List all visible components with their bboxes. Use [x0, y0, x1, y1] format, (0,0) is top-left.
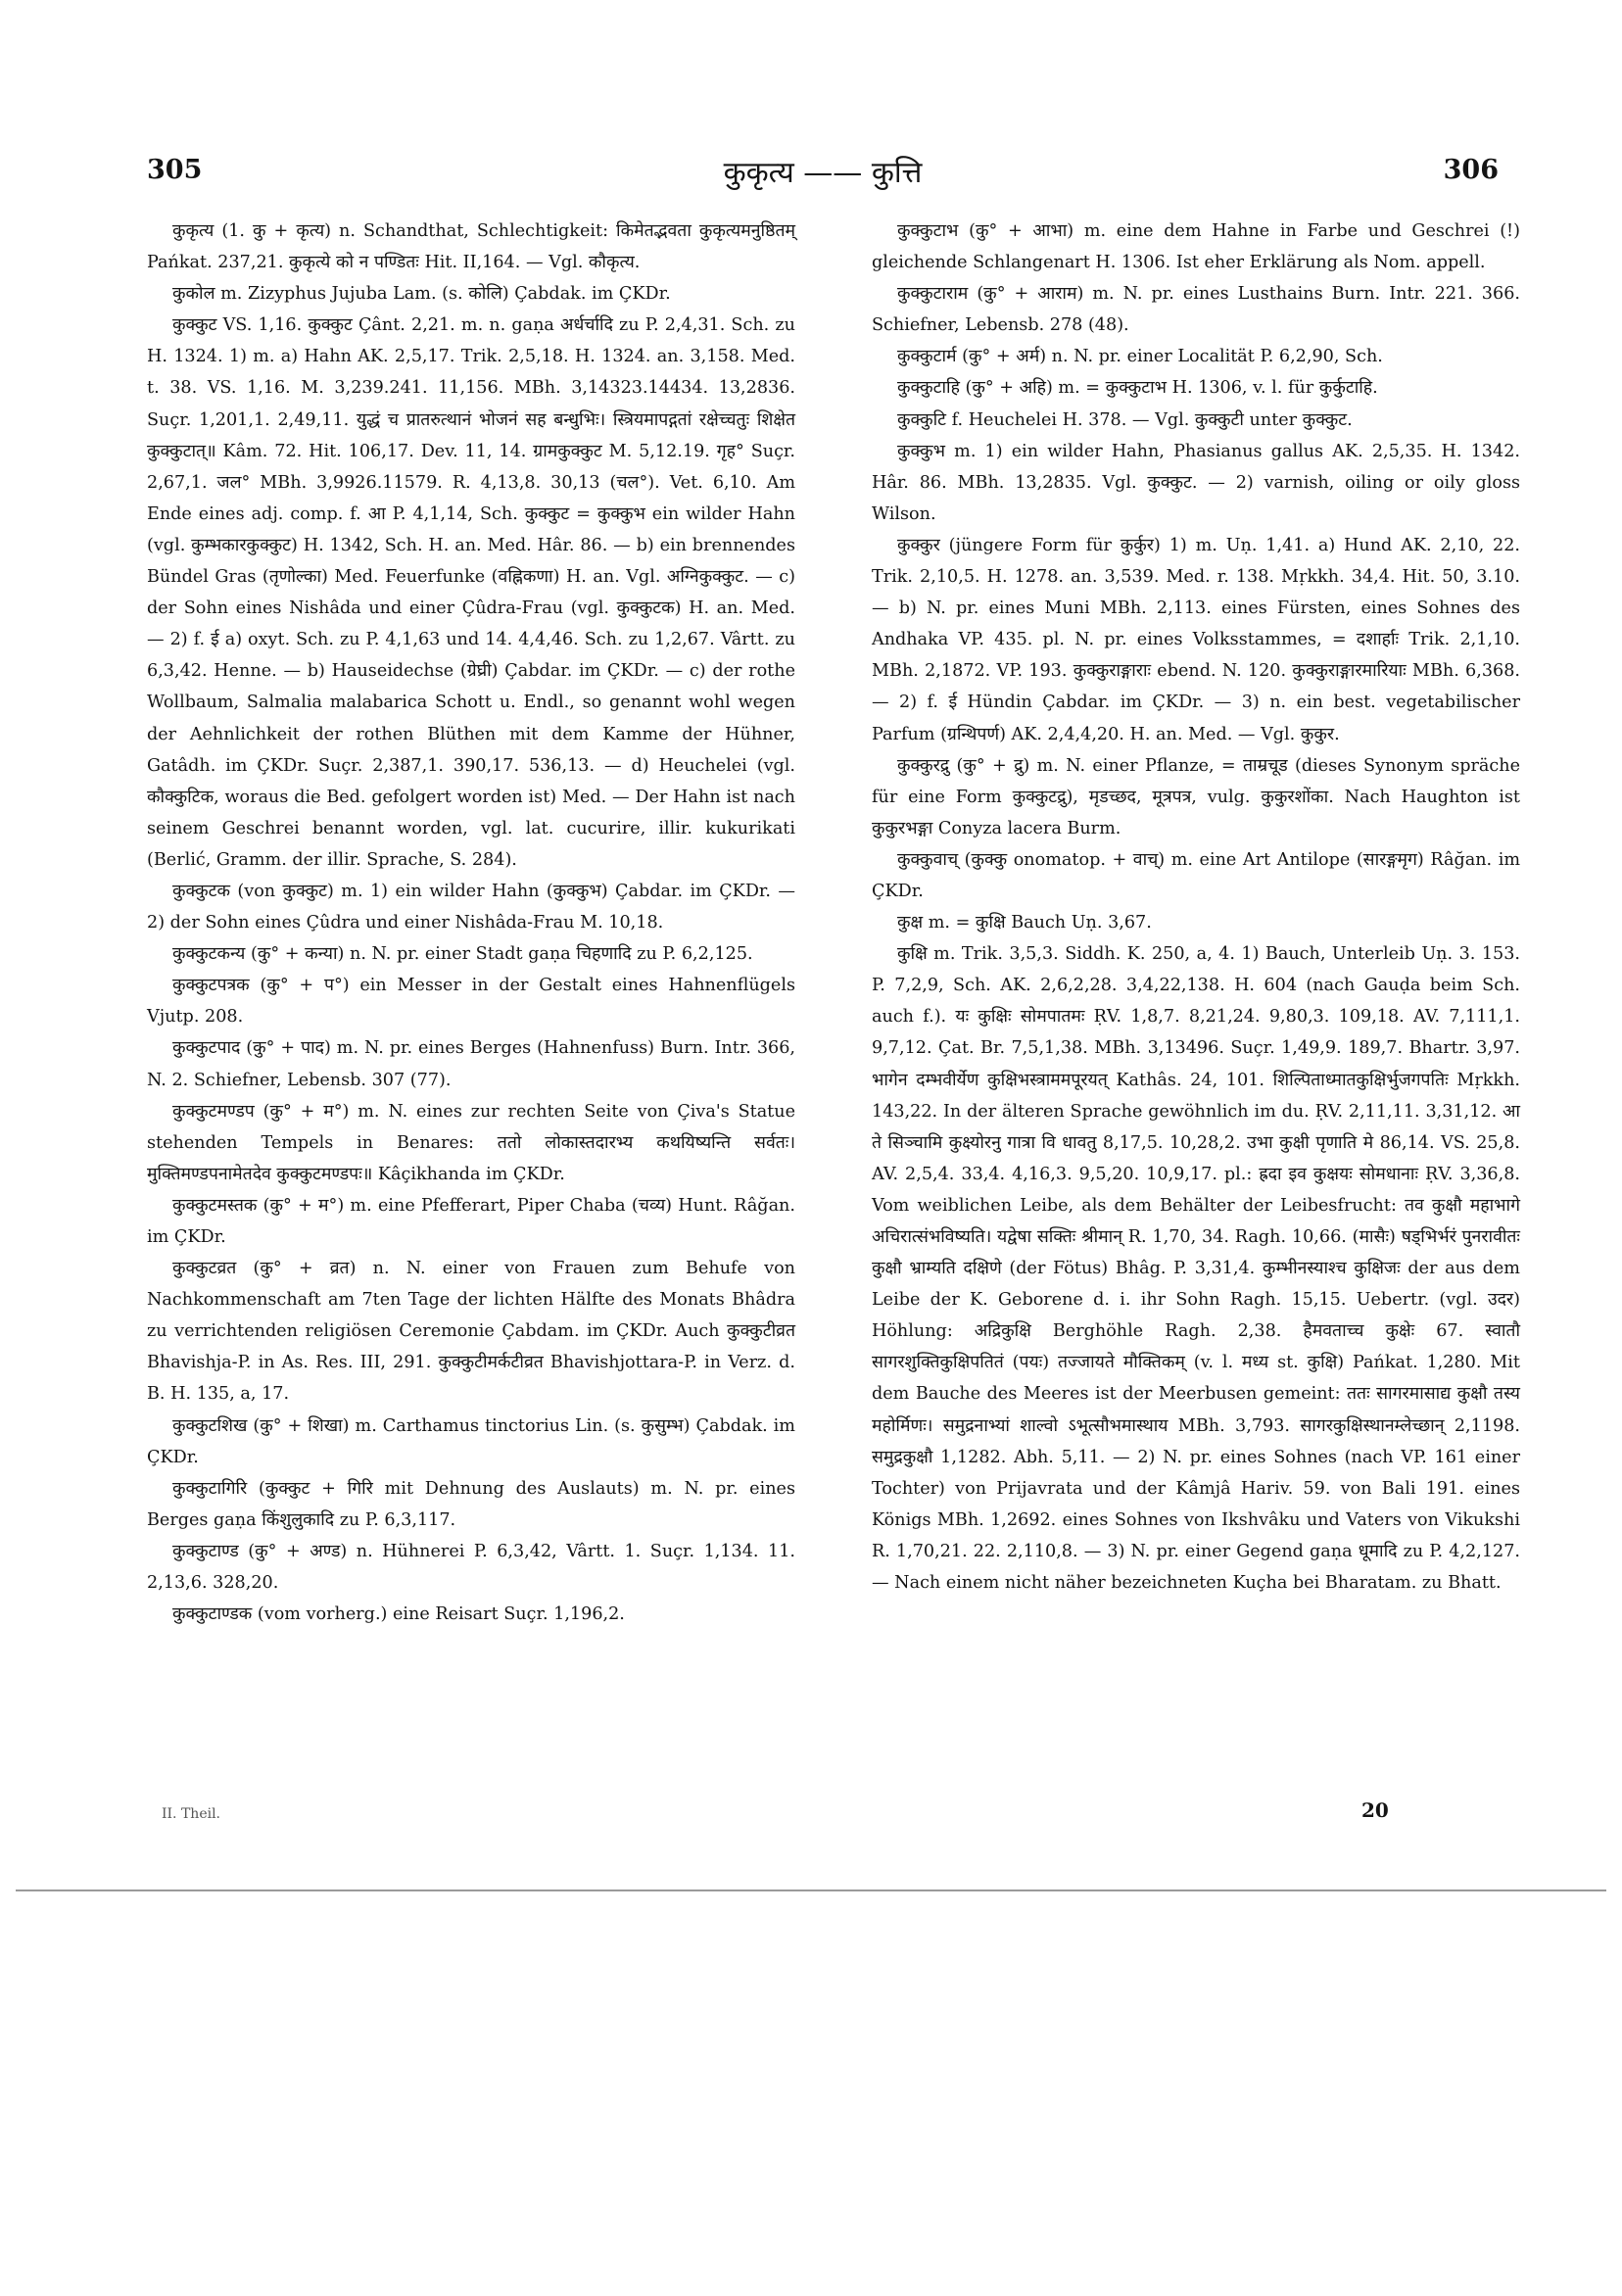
page-header — [147, 155, 1499, 194]
dictionary-entry: कुकोल m. Zizyphus Jujuba Lam. (s. कोलि) Çabdak. im ÇKDr. — [172, 284, 671, 305]
dictionary-entry: कुक्ष m. = कुक्षि Bauch Uṇ. 3,67. — [897, 913, 1152, 933]
page-number-left: 305 — [147, 155, 203, 185]
dictionary-entry: कुक्कुटाहि (कु° + अहि) m. = कुक्कुटाभ H. 1306, v. l. für कुर्कुटाहि. — [897, 378, 1378, 399]
dictionary-entry: कुक्कुटक (von कुक्कुट) m. 1) ein wilder Hahn (कुक्कुभ) Çabdar. im ÇKDr. — 2) der Sohn eines Çûdra und einer Nishâda-Frau M. 10,18. — [147, 881, 795, 933]
dictionary-entry: कुक्कुटाभ (कु° + आभा) m. eine dem Hahne in Farbe und Geschrei (!) gleichende Schlangenart H. 1306. Ist eher Erklärung als Nom. appell. — [872, 221, 1520, 273]
dictionary-entry: कुक्कुटमस्तक (कु° + म°) m. eine Pfefferart, Piper Chaba (चव्य) Hunt. Râğan. im ÇKDr. — [147, 1195, 795, 1247]
page-bottom-rule — [16, 1889, 1606, 1891]
dictionary-entry: कुक्कुटाण्ड (कु° + अण्ड) n. Hühnerei P. 6,3,42, Vârtt. 1. Suçr. 1,134. 11. 2,13,6. 328,20. — [147, 1541, 795, 1594]
dictionary-entry: कुक्कुटार्म (कु° + अर्म) n. N. pr. einer Localität P. 6,2,90, Sch. — [897, 347, 1383, 367]
dictionary-entry: कुक्कुर (jüngere Form für कुर्कुर) 1) m. Uṇ. 1,41. a) Hund AK. 2,10, 22. Trik. 2,10,5. H. 1278. an. 3,539. Med. r. 138. Mṛkkh. 34,4. Hit. 50, 3.10. — b) N. pr. eines Muni MBh. 2,113. eines Fürsten, eines Sohnes des Andhaka VP. 435. pl. N. pr. eines Volksstammes, = दशार्हाः Trik. 2,1,10. MBh. 2,1872. VP. 193. कुक्कुराङ्गाराः ebend. N. 120. कुक्कुराङ्गारमारियाः MBh. 6,368. — 2) f. ई Hündin Çabdar. im ÇKDr. — 3) n. ein best. vegetabilischer Parfum (ग्रन्थिपर्ण) AK. 2,4,4,20. H. an. Med. — Vgl. कुकुर. — [872, 535, 1520, 744]
dictionary-entry: कुकृत्य (1. कु + कृत्य) n. Schandthat, Schlechtigkeit: किमेतद्भवता कुकृत्यमनुष्ठितम् Pańkat. 237,21. कुकृत्ये को न पण्डितः Hit. II,164. — Vgl. कौकृत्य. — [147, 221, 795, 273]
dictionary-entry: कुक्कुटव्रत (कु° + व्रत) n. N. einer von Frauen zum Behufe von Nachkommenschaft am 7ten Tage der lichten Hälfte des Monats Bhâdra zu verrichtenden religiösen Ceremonie Çabdam. im ÇKDr. Auch कुक्कुटीव्रत Bhavishja-P. in As. Res. III, 291. कुक्कुटीमर्कटीव्रत Bhavishjottara-P. in Verz. d. B. H. 135, a, 17. — [147, 1259, 795, 1405]
right-column — [872, 215, 1520, 1599]
dictionary-entry: कुक्कुटकन्य (कु° + कन्या) n. N. pr. einer Stadt gaṇa चिहणादि zu P. 6,2,125. — [172, 944, 753, 965]
signature-mark: II. Theil. — [162, 1806, 221, 1822]
dictionary-entry: कुक्कुटपत्रक (कु° + प°) ein Messer in der Gestalt eines Hahnenflügels Vjutp. 208. — [147, 976, 795, 1028]
sheet-number: 20 — [1361, 1798, 1389, 1822]
dictionary-entry: कुक्कुटशिख (कु° + शिखा) m. Carthamus tinctorius Lin. (s. कुसुम्भ) Çabdak. im ÇKDr. — [147, 1415, 795, 1467]
dictionary-entry: कुक्कुटाण्डक (vom vorherg.) eine Reisart Suçr. 1,196,2. — [172, 1604, 625, 1625]
dictionary-entry: कुक्कुटपाद (कु° + पाद) m. N. pr. eines Berges (Hahnenfuss) Burn. Intr. 366, N. 2. Schiefner, Lebensb. 307 (77). — [147, 1038, 795, 1090]
running-title: कुकृत्य —— कुत्ति — [723, 156, 923, 190]
dictionary-entry: कुक्कुट VS. 1,16. कुक्कुट Çânt. 2,21. m. n. gaṇa अर्धर्चादि zu P. 2,4,31. Sch. zu H. 1324. 1) m. a) Hahn AK. 2,5,17. Trik. 2,5,18. H. 1324. an. 3,158. Med. t. 38. VS. 1,16. M. 3,239.241. 11,156. MBh. 3,14323.14434. 13,2836. Suçr. 1,201,1. 2,49,11. युद्धं च प्रातरुत्थानं भोजनं सह बन्धुभिः। स्त्रियमापद्गतां रक्षेच्चतुः शिक्षेत कुक्कुटात्॥ Kâm. 72. Hit. 106,17. Dev. 11, 14. ग्रामकुक्कुट M. 5,12.19. गृह° Suçr. 2,67,1. जल° MBh. 3,9926.11579. R. 4,13,8. 30,13 (चल°). Vet. 6,10. Am Ende eines adj. comp. f. आ P. 4,1,14, Sch. कुक्कुट = कुक्कुभ ein wilder Hahn (vgl. कुम्भकारकुक्कुट) H. 1342, Sch. H. an. Med. Hâr. 86. — b) ein brennendes Bündel Gras (तृणोल्का) Med. Feuerfunke (वह्निकणा) H. an. Vgl. अग्निकुक्कुट. — c) der Sohn eines Nishâda und einer Çûdra-Frau (vgl. कुक्कुटक) H. an. Med. — 2) f. ई a) oxyt. Sch. zu P. 4,1,63 und 14. 4,4,46. Sch. zu 1,2,67. Vârtt. zu 6,3,42. Henne. — b) Hauseidechse (ग्रेघ्री) Çabdar. im ÇKDr. — c) der rothe Wollbaum, Salmalia malabarica Schott u. Endl., so genannt wohl wegen der Aehnlichkeit der rothen Blüthen mit dem Kamme der Hühner, Gatâdh. im ÇKDr. Suçr. 2,387,1. 390,17. 536,13. — d) Heuchelei (vgl. कौक्कुटिक, woraus die Bed. gefolgert worden ist) Med. — Der Hahn ist nach seinem Geschrei benannt worden, vgl. lat. cucurire, illir. kukurikati (Berlić, Gramm. der illir. Sprache, S. 284). — [147, 315, 795, 870]
left-column — [147, 215, 795, 1630]
dictionary-entry: कुक्कुरद्रु (कु° + द्रु) m. N. einer Pflanze, = ताम्रचूड (dieses Synonym spräche für eine Form कुक्कुटद्रु), मृडच्छद, मूत्रपत्र, vulg. कुकुरशोंका. Nach Haughton ist कुकुरभङ्गा Conyza lacera Burm. — [872, 755, 1520, 838]
dictionary-entry: कुक्षि m. Trik. 3,5,3. Siddh. K. 250, a, 4. 1) Bauch, Unterleib Uṇ. 3. 153. P. 7,2,9, Sch. AK. 2,6,2,28. 3,4,22,138. H. 604 (nach Gauḍa beim Sch. auch f.). यः कुक्षिः सोमपातमः ṚV. 1,8,7. 8,21,24. 9,80,3. 109,18. AV. 7,111,1. 9,7,12. Çat. Br. 7,5,1,38. MBh. 3,13496. Suçr. 1,49,9. 189,7. Bhartr. 3,97. भागेन दम्भवीर्येण कुक्षिभस्त्राममपूरयत् Kathâs. 24, 101. शिल्पिताध्मातकुक्षिर्भुजगपतिः Mṛkkh. 143,22. In der älteren Sprache gewöhnlich im du. ṚV. 2,11,11. 3,31,12. आ ते सिञ्चामि कुक्ष्योरनु गात्रा वि धावतु 8,17,5. 10,28,2. उभा कुक्षी पृणाति मे 86,14. VS. 25,8. AV. 2,5,4. 33,4. 4,16,3. 9,5,20. 10,9,17. pl.: ह्रदा इव कुक्षयः सोमधानाः ṚV. 3,36,8. Vom weiblichen Leibe, als dem Behälter der Leibesfrucht: तव कुक्षौ महाभागे अचिरात्संभविष्यति। यद्वेषा सक्तिः श्रीमान् R. 1,70, 34. Ragh. 10,66. (मासैः) षड्भिर्भरं पुनरावीतः कुक्षौ भ्राम्यति दक्षिणे (der Fötus) Bhâg. P. 3,31,4. कुम्भीनस्याश्च कुक्षिजः der aus dem Leibe der K. Geborene d. i. ihr Sohn Ragh. 15,15. Uebertr. (vgl. उदर) Höhlung: अद्रिकुक्षि Berghöhle Ragh. 2,38. हैमवताच्च कुक्षेः 67. स्वातौ सागरशुक्तिकुक्षिपतितं (पयः) तज्जायते मौक्तिकम् (v. l. मध्य st. कुक्षि) Pańkat. 1,280. Mit dem Bauche des Meeres ist der Meerbusen gemeint: ततः सागरमासाद्य कुक्षौ तस्य महोर्मिणः। समुद्रनाभ्यां शाल्वो ऽभूत्सौभमास्थाय MBh. 3,793. सागरकुक्षिस्थानम्लेच्छान् 2,1198. समुद्रकुक्षौ 1,1282. Abh. 5,11. — 2) N. pr. eines Sohnes (nach VP. 161 einer Tochter) von Prijavrata und der Kâmjâ Hariv. 59. von Bali 191. eines Königs MBh. 1,2692. eines Sohnes von Ikshvâku und Vaters von Vikukshi R. 1,70,21. 22. 2,110,8. — 3) N. pr. einer Gegend gaṇa धूमादि zu P. 4,2,127. — Nach einem nicht näher bezeichneten Kuçha bei Bharatam. zu Bhatt. — [872, 944, 1520, 1594]
dictionary-entry: कुक्कुभ m. 1) ein wilder Hahn, Phasianus gallus AK. 2,5,35. H. 1342. Hâr. 86. MBh. 13,2835. Vgl. कुक्कुट. — 2) varnish, oiling or oily gloss Wilson. — [872, 441, 1520, 524]
dictionary-entry: कुक्कुटागिरि (कुक्कुट + गिरि mit Dehnung des Auslauts) m. N. pr. eines Berges gaṇa किंशुलुकादि zu P. 6,3,117. — [147, 1478, 795, 1530]
page-number-right: 306 — [1443, 155, 1499, 185]
dictionary-entry: कुक्कुटमण्डप (कु° + म°) m. N. eines zur rechten Seite von Çiva's Statue stehenden Tempels in Benares: ततो लोकास्तदारभ्य कथयिष्यन्ति सर्वतः। मुक्तिमण्डपनामेतदेव कुक्कुटमण्डपः॥ Kâçikhanda im ÇKDr. — [147, 1101, 795, 1184]
dictionary-entry: कुक्कुवाच् (कुक्कु onomatop. + वाच्) m. eine Art Antilope (सारङ्गमृग) Râğan. im ÇKDr. — [872, 849, 1520, 901]
dictionary-entry: कुक्कुटाराम (कु° + आराम) m. N. pr. eines Lusthains Burn. Intr. 221. 366. Schiefner, Lebensb. 278 (48). — [872, 284, 1520, 336]
dictionary-entry: कुक्कुटि f. Heuchelei H. 378. — Vgl. कुक्कुटी unter कुक्कुट. — [897, 409, 1353, 430]
